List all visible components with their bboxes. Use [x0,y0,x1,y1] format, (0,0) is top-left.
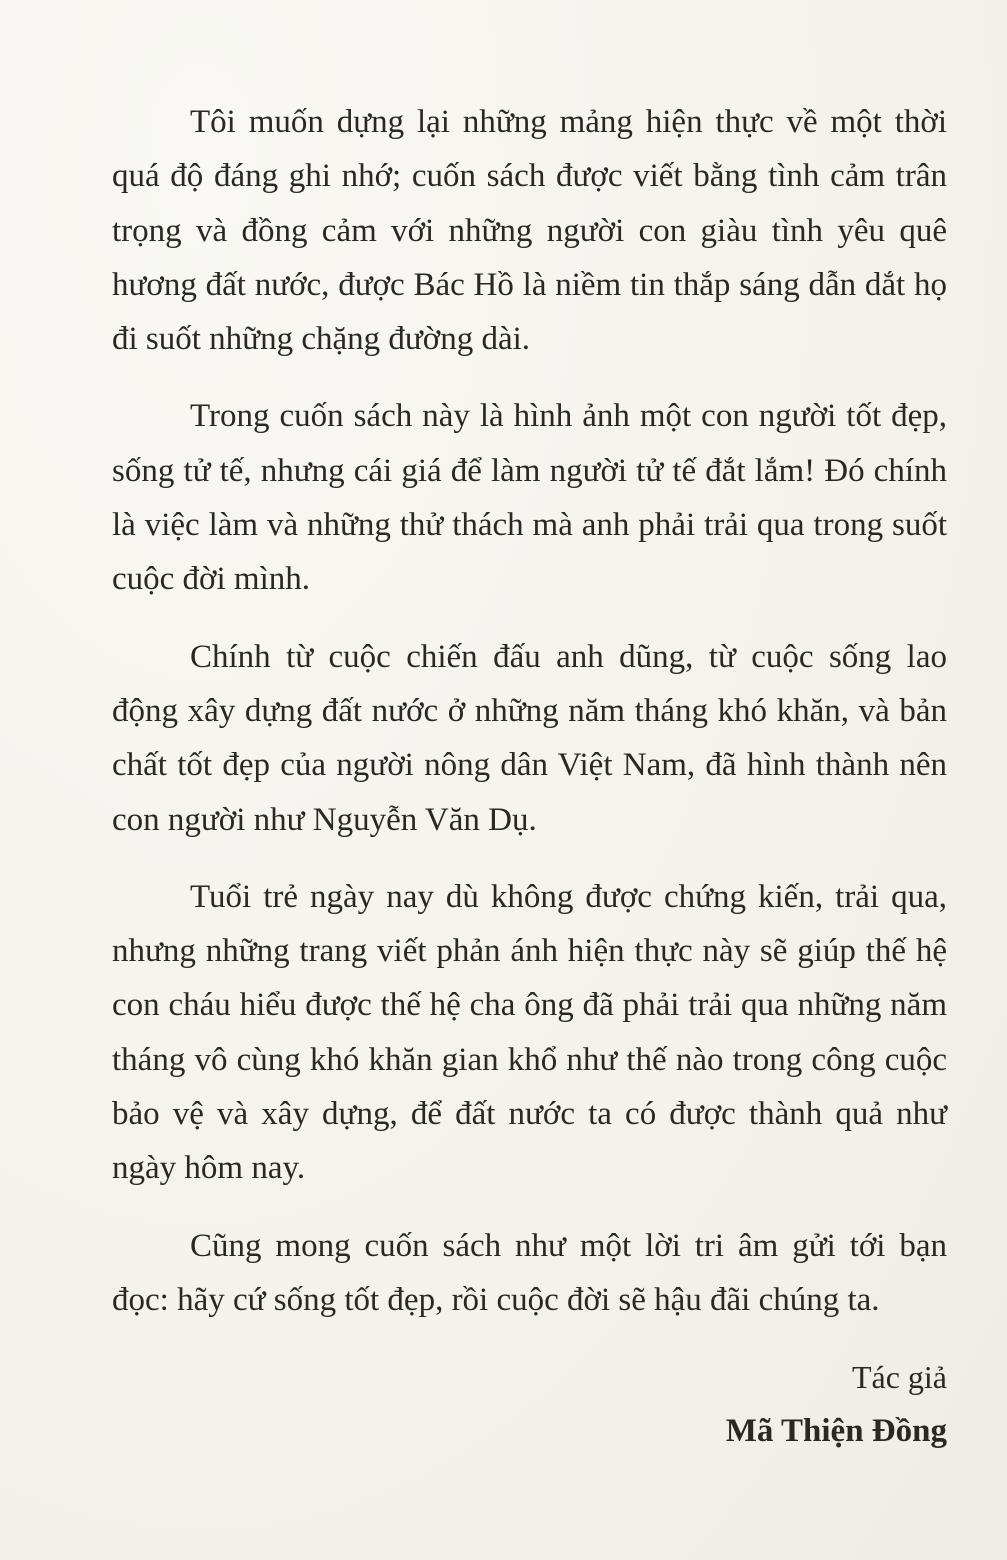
signature [112,1350,947,1458]
paragraph-1: Tôi muốn dựng lại những mảng hiện thực về một thời quá độ đáng ghi nhớ; cuốn sách được viết bằng tình cảm trân trọng và đồng cảm với những người con giàu tình yêu quê hương đất nước, được Bác Hồ là niềm tin thắp sáng dẫn dắt họ đi suốt những chặng đường dài. [112,104,947,358]
author-name: Mã Thiện Đồng [725,1413,947,1450]
paragraph-3: Chính từ cuộc chiến đấu anh dũng, từ cuộc sống lao động xây dựng đất nước ở những năm tháng khó khăn, và bản chất tốt đẹp của người nông dân Việt Nam, đã hình thành nên con người như Nguyễn Văn Dụ. [112,638,947,838]
paragraph-4: Tuổi trẻ ngày nay dù không được chứng kiến, trải qua, nhưng những trang viết phản ánh hiện thực này sẽ giúp thế hệ con cháu hiểu được thế hệ cha ông đã phải trải qua những năm tháng vô cùng khó khăn gian khổ như thế nào trong công cuộc bảo vệ và xây dựng, để đất nước ta có được thành quả như ngày hôm nay. [112,878,947,1187]
body-text [112,95,947,1458]
author-role: Tác giả [851,1359,947,1396]
paragraph-5: Cũng mong cuốn sách như một lời tri âm gửi tới bạn đọc: hãy cứ sống tốt đẹp, rồi cuộc đời sẽ hậu đãi chúng ta. [112,1227,947,1318]
paragraph-2: Trong cuốn sách này là hình ảnh một con người tốt đẹp, sống tử tế, nhưng cái giá để làm người tử tế đắt lắm! Đó chính là việc làm và những thử thách mà anh phải trải qua trong suốt cuộc đời mình. [112,398,947,598]
